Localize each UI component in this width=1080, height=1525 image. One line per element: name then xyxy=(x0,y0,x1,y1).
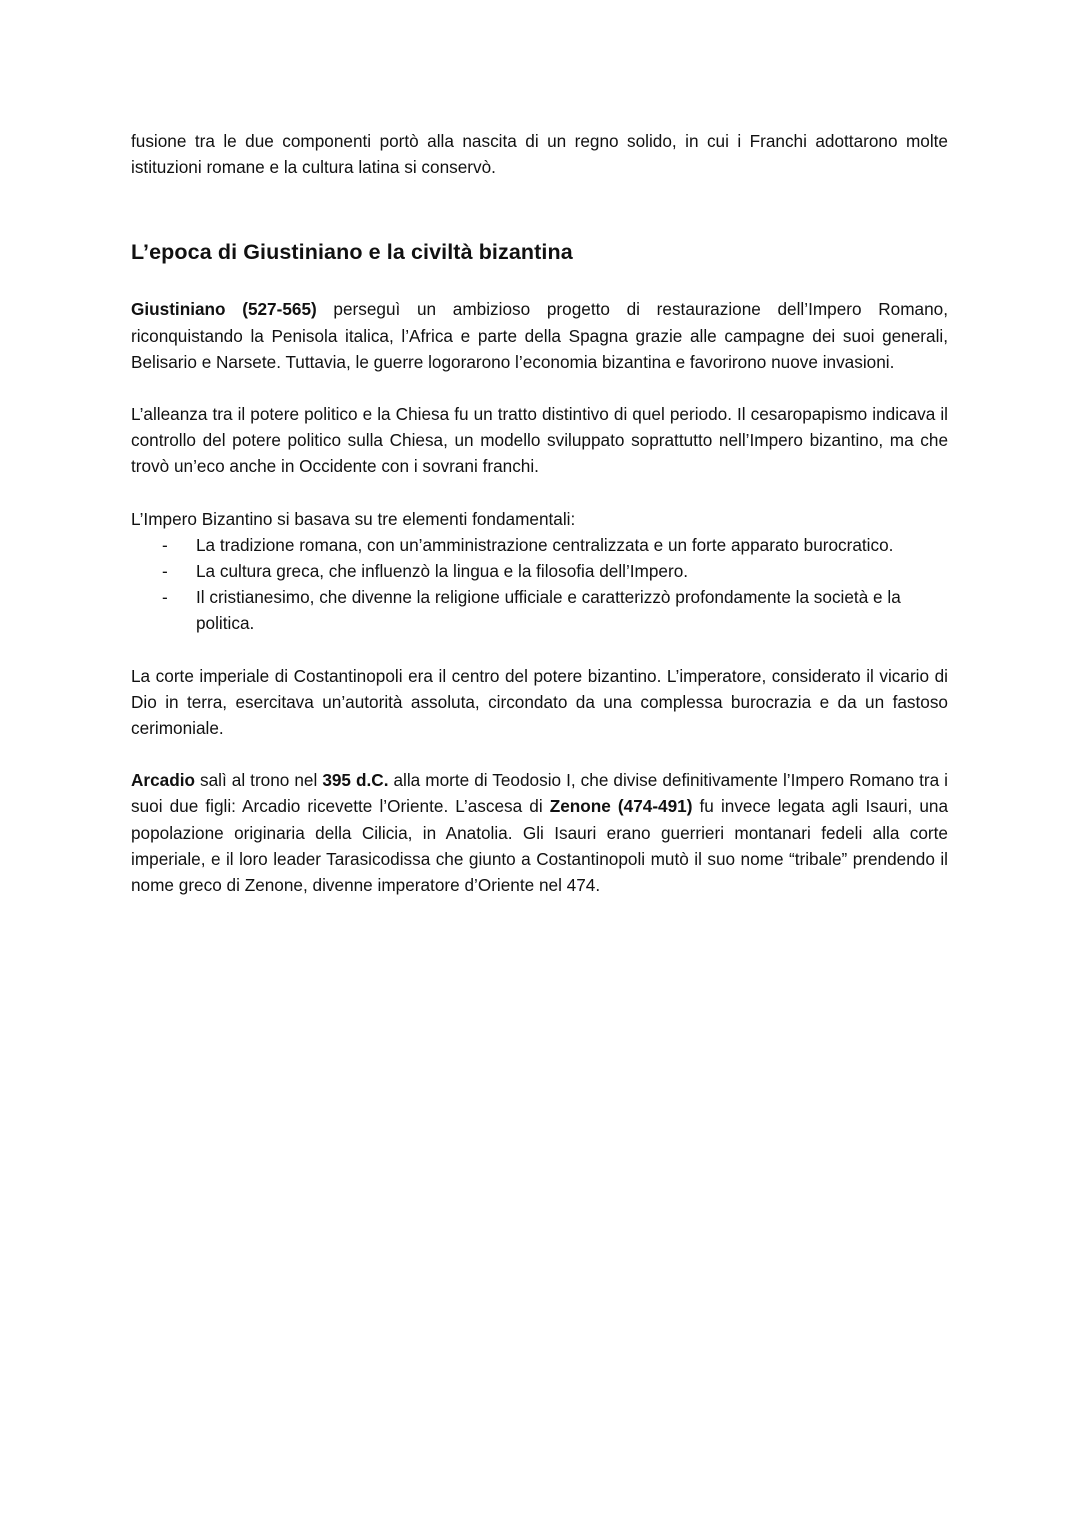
dash-bullet-icon: - xyxy=(162,587,168,608)
bold-term-giustiniano: Giustiniano (527-565) xyxy=(131,299,317,320)
paragraph-cesaropapismo: L’alleanza tra il potere politico e la Chiesa fu un tratto distintivo di quel periodo. Il cesaropapismo indicava il controllo del potere politico sulla Chiesa, un modello sviluppato soprattutto nell’Impero bizantino, ma che trovò un’eco anche in Occidente con i sovrani franchi. xyxy=(131,404,948,477)
document-page xyxy=(131,128,948,898)
dash-bullet-icon: - xyxy=(162,561,168,582)
spacer xyxy=(131,480,948,506)
spacer xyxy=(131,375,948,401)
paragraph-text: fu invece legata agli Isauri, una popolazione originaria della Cilicia, in Anatolia. Gli Isauri erano guerrieri montanari fedeli alla corte imperiale, e il loro leader Tarasicodissa che giunto a Costantinopoli mutò il suo nome “tribale” prendendo il nome greco di Zenone, divenne imperatore d’Oriente nel 474. xyxy=(131,796,949,896)
bold-term-arcadio: Arcadio xyxy=(131,770,195,791)
paragraph-giustiniano xyxy=(131,296,948,375)
bold-term-date: 395 d.C. xyxy=(322,770,389,791)
spacer xyxy=(131,180,948,238)
list-item xyxy=(162,532,948,558)
paragraph-corte-imperiale: La corte imperiale di Costantinopoli era il centro del potere bizantino. L’imperatore, considerato il vicario di Dio in terra, esercitava un’autorità assoluta, circondato da una complessa burocrazia e da un fastoso cerimoniale. xyxy=(131,665,948,739)
paragraph-list-intro: L’Impero Bizantino si basava su tre elementi fondamentali: xyxy=(131,508,576,529)
paragraph-arcadio-zenone xyxy=(131,767,948,898)
spacer xyxy=(131,741,948,767)
paragraph-text: alla morte di Teodosio I, che divise definitivamente l’Impero Romano tra i suoi due figli: Arcadio ricevette l’Oriente. L’ascesa di xyxy=(131,770,948,817)
paragraph-text: salì al trono nel xyxy=(195,770,323,791)
list-item-text: La cultura greca, che influenzò la lingua e la filosofia dell’Impero. xyxy=(196,561,689,582)
list-item-text: Il cristianesimo, che divenne la religione ufficiale e caratterizzò profondamente la società e la politica. xyxy=(196,587,901,634)
list-item xyxy=(162,558,948,584)
elements-list xyxy=(131,532,948,637)
spacer xyxy=(131,637,948,663)
spacer xyxy=(131,266,948,296)
intro-paragraph: fusione tra le due componenti portò alla nascita di un regno solido, in cui i Franchi adottarono molte istituzioni romane e la cultura latina si conservò. xyxy=(131,131,948,178)
dash-bullet-icon: - xyxy=(162,534,168,555)
bold-term-zenone: Zenone (474-491) xyxy=(549,796,693,817)
list-item-text: La tradizione romana, con un’amministrazione centralizzata e un forte apparato burocratico. xyxy=(196,534,894,555)
paragraph-text: perseguì un ambizioso progetto di restaurazione dell’Impero Romano, riconquistando la Penisola italica, l’Africa e parte della Spagna grazie alle campagne dei suoi generali, Belisario e Narsete. Tuttavia, le guerre logorarono l’economia bizantina e favorirono nuove invasioni. xyxy=(131,299,948,372)
list-item xyxy=(162,584,948,636)
section-heading: L’epoca di Giustiniano e la civiltà bizantina xyxy=(131,240,573,265)
